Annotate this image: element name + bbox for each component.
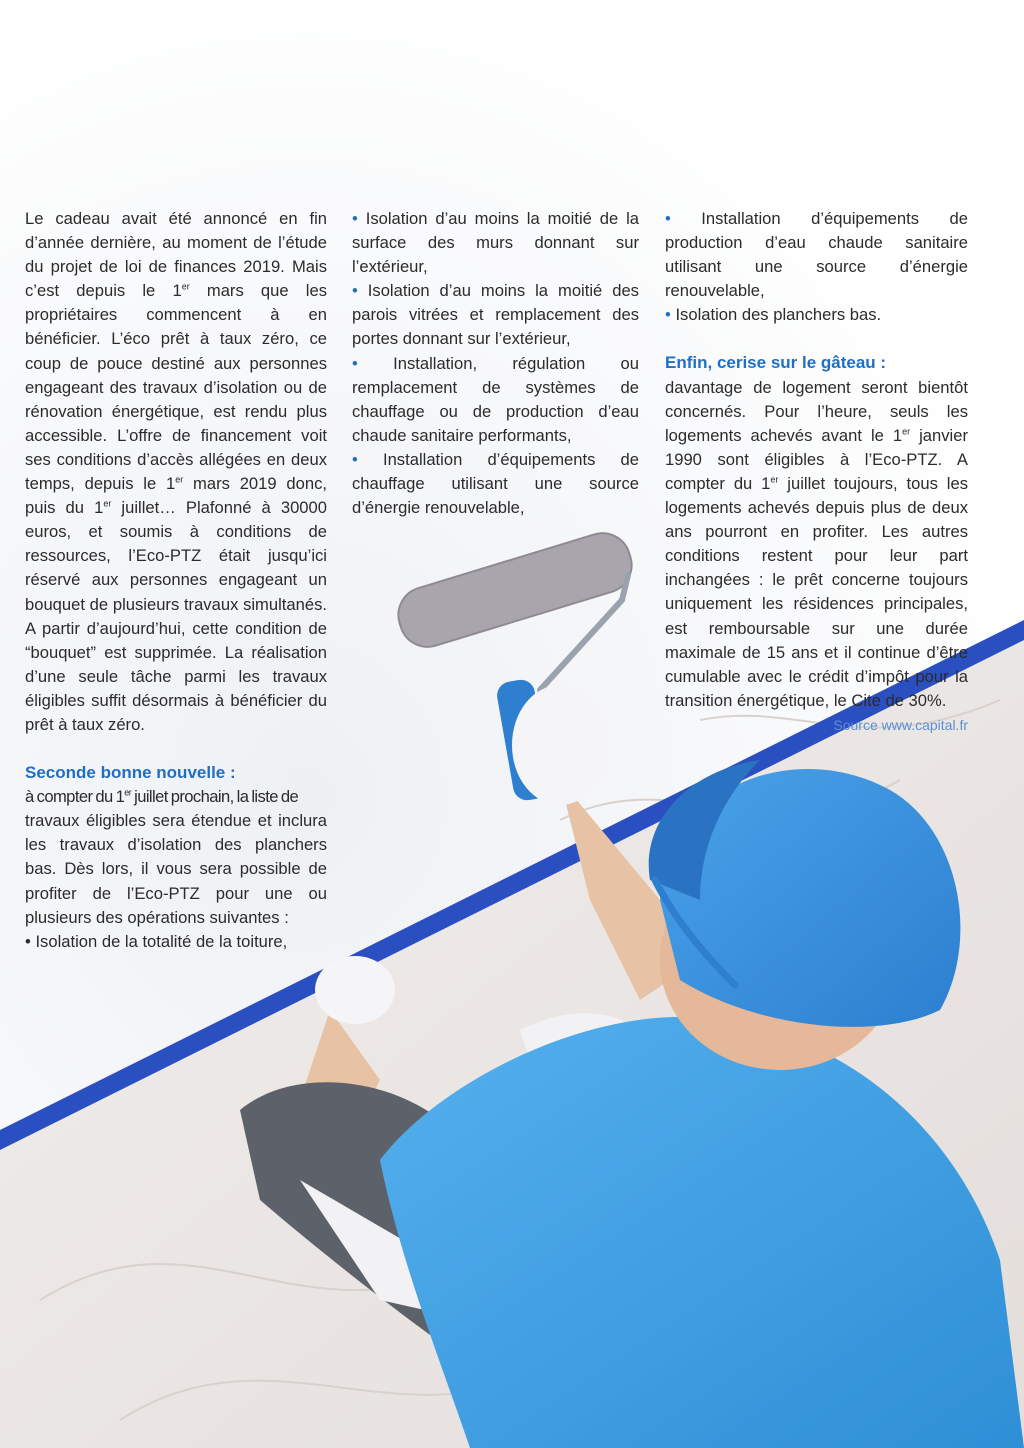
list-item: • Isolation d’au moins la moitié de la surface des murs donnant sur l’extérieur,: [352, 209, 639, 277]
bullet-icon: •: [665, 305, 671, 325]
source-credit: Source www.capital.fr: [833, 716, 968, 733]
list-item: • Installation d’équipements de production d’eau chaude sanitaire utilisant une source d’énergie renouvelable,: [665, 209, 968, 301]
heading-seconde-bonne-nouvelle: Seconde bonne nouvelle :: [25, 763, 236, 783]
bullet-icon: •: [352, 209, 358, 228]
final-paragraph: davantage de logement seront bientôt concernés. Pour l’heure, seuls les logements achevés avant le 1er janvier 1990 sont éligibles à l’Eco-PTZ. A compter du 1er juillet toujours, tous les logements achevés depuis plus de deux ans pourront en profiter. Les autres conditions restent pour leur part inchangées : le prêt concerne toujours uniquement les résidences principales, est remboursable sur une durée maximale de 15 ans et il continue d’être cumulable avec le crédit d’impôt pour la transition énergétique, le Cite de 30%.: [665, 377, 968, 710]
second-paragraph-first-line: à compter du 1er juillet prochain, la liste de: [25, 787, 299, 807]
glove-left: [315, 956, 395, 1024]
bullet-icon: •: [352, 353, 358, 373]
list-item: • Isolation de la totalité de la toiture,: [25, 931, 288, 951]
column-1: [25, 207, 327, 954]
list-item: • Installation d’équipements de chauffage utilisant une source d’énergie renouvelable,: [352, 449, 639, 518]
heading-enfin-cerise: Enfin, cerise sur le gâteau :: [665, 353, 887, 373]
bullet-icon: •: [352, 281, 358, 301]
list-item: • Isolation d’au moins la moitié des parois vitrées et remplacement des portes donnant sur l’extérieur,: [352, 281, 639, 349]
column-3: [665, 207, 968, 737]
intro-paragraph: Le cadeau avait été annoncé en fin d’année dernière, au moment de l’étude du projet de loi de finances 2019. Mais c’est depuis le 1er mars que les propriétaires commencent à en bénéficier. L’éco prêt à taux zéro, ce coup de pouce destiné aux personnes engageant des travaux d’isolation ou de rénovation énergétique, est rendu plus accessible. L’offre de financement voit ses conditions d’accès allégées en deux temps, depuis le 1er mars 2019 donc, puis du 1er juillet… Plafonné à 30000 euros, et soumis à conditions de ressources, l’Eco-PTZ était jusqu’ici réservé aux personnes engageant un bouquet de plusieurs travaux simultanés. A partir d’aujourd’hui, cette condition de “bouquet” est supprimée. La réalisation d’une seule tâche parmi les travaux éligibles suffit désormais à bénéficier du prêt à taux zéro.: [25, 209, 327, 734]
list-item: • Isolation des planchers bas.: [665, 305, 882, 325]
list-item: • Installation, régulation ou remplacement de systèmes de chauffage ou de production d’eau chaude sanitaire performants,: [352, 353, 639, 445]
glove-right: [512, 685, 608, 805]
bullet-icon: •: [25, 931, 31, 951]
bullet-icon: •: [665, 209, 671, 228]
column-2: [352, 207, 639, 520]
second-paragraph: travaux éligibles sera étendue et inclura les travaux d’isolation des planchers bas. Dès lors, il vous sera possible de profiter de l’Eco-PTZ pour une ou plusieurs des opérations suivantes :: [25, 811, 327, 927]
bullet-icon: •: [352, 449, 358, 469]
